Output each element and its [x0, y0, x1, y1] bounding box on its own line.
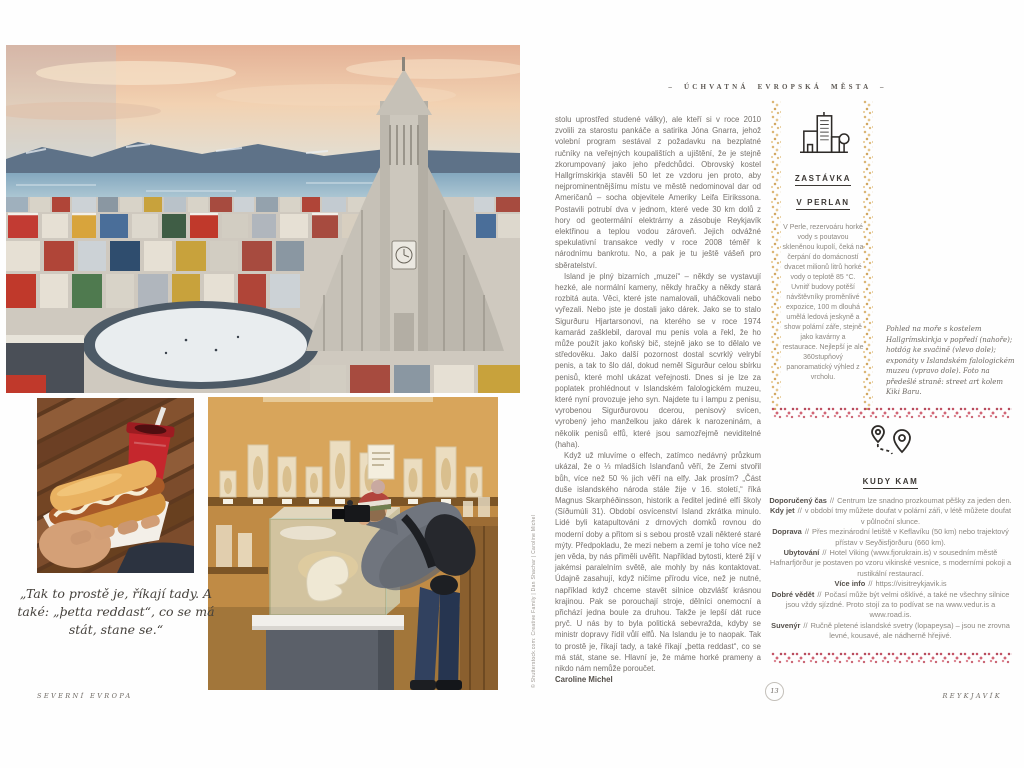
photo-hotdog — [37, 398, 194, 573]
running-header: – ÚCHVATNÁ EVROPSKÁ MĚSTA – — [668, 83, 887, 91]
footer-section-label: SEVERNÍ EVROPA — [37, 692, 133, 700]
guide-entry-souvenir — [769, 621, 1012, 642]
guide-entry-text: v období tmy můžete doufat v polární záři, v létě můžete doufat v půlnoční slunce. — [804, 506, 1012, 526]
guide-entry-separator: // — [804, 527, 809, 537]
article-body — [555, 114, 761, 685]
sidebar-body-text: V Perle, rezervoáru horké vody s poutavou skleněnou kupolí, čeká na čerpání do domácností dvacet milionů litrů horké vody o teplotě 85 °C. Uvnitř budovy potěší návštěvníky proměnlivé expozice, 100 m dlouhá umělá ledová jeskyně a show polární záře, stejně jako kavárny a restaurace. Nejlepší je ale 360stupňový panoramatický výhled z vrcholu. — [782, 224, 864, 381]
guide-entry-text: Centrum lze snadno prozkoumat pěšky za jeden den. — [837, 496, 1012, 505]
guide-entry-when-to-go — [769, 506, 1012, 527]
display-table — [252, 615, 404, 626]
guide-entry-label: Suvenýr — [771, 620, 801, 630]
photo-caption: Pohled na moře s kostelem Hallgrímskirkja v popředí (nahoře); hotdóg ke svačině (vlevo dole); exponáty v Islandském falologickém muzeu (vpravo dole). Foto na předešlé straně: street art kolem Kiki Baru. — [886, 325, 1015, 396]
guide-entry-text: Hotel Viking (www.fjorukrain.is) v sousedním městě Hafnarfjörður je postaven po vzoru vikinské vesnice, s moderními pokoji a rustikální restaurací. — [769, 548, 1012, 578]
sidebar-title-line2: V PERLAN — [796, 198, 849, 210]
guide-entry-label: Kdy jet — [769, 506, 795, 516]
article-author: Caroline Michel — [555, 675, 613, 685]
guide-entry-label: Doprava — [772, 527, 802, 537]
pull-quote: „Tak to prostě je, říkají tady. A také: „þetta reddast“, co se má stát, stane se.“ — [17, 586, 215, 638]
map-pins-icon — [769, 422, 1012, 464]
guide-entry-text: Přes mezinárodní letiště v Keflavíku (50 km) nebo trajektový přístav v Seyðisfjörðuru (660 km). — [812, 527, 1009, 547]
article-paragraph: Island je plný bizarních „muzeí“ – někdy se vystavují hezké, ale normální kameny, někdy hračky a někdy stará rozbitá auta. Věci, které jste namalovali, uháčkovali nebo vyřezali. Nebo jste je dostali jako dárek. Jako se to stalo Sigurðuru Hjartarsonovi, na kterého se v roce 1974 kamarád zašklebil, daroval mu penis vola a řekl, že ho může použít jako koňský bič, stejně jako se to dělalo ve středověku. Jako další pozornost dostal scvrklý velrybí penis, a tak to šlo dál, dokud neměl Sigurður celou sbírku penisů, které mohl ukázat veřejnosti. Dnes si je lze za poplatek prohlédnout v Islandském falologickém muzeu, které nyní provozuje jeho syn. Najdete tu i lampu z penisu, vyrobenou Sigurðurovou dcerou, penisový svícen, vyrobený jeho manželkou jako dárek k narozeninám, a několik penisů elfů, které jsou samozřejmě neviditelné (haha). — [555, 271, 761, 449]
guide-entry-label: Doporučený čas — [769, 496, 827, 505]
article-paragraph: Když už mluvíme o elfech, zatímco nedávný průzkum ukázal, že o ⅓ mladších Islanďanů věří, že Zemi stvořil bůh, více než 50 % jich věří na elfy. Jak prosím? „Část duše islandského národa stále žije v 16. století,“ říká Magnus Skarphéðinsson, historik a ředitel jediné elfí školy (Síðumúli 31). Období osvícenství Island zkrátka minulo. Lidé byli katapultováni z drnových domků rovnou do moderní doby a přitom si s sebou prostě vzali některé staré mýty. Předpokladu, že mezi nebem a zemí je toho více než jen věda, by nás přiměli uvěřit. Například bytosti, které žijí v jakémsi paralelním světě, ale mohly by nás kontaktovat. Údajně zasahují, když ničíme přírodu více, než je nutné, například když chceme stavět silnice obzvlášť krásnou krajinou. Pak se porouchají stroje, dělníci onemocní a přichází jedna boule za druhou. Takže je lepší dát ruce pryč. U nás by to byla politická sebevražda, kdyby se ministr dopravy řídil vůlí elfů. Na Islandu je to naopak. Tak to prostě je, říkají tady, a také říkají „þetta reddast“, co se má stát, stane se. Hlavní je, že máme horké prameny a nikdo nám nemůže poroučet. — [555, 451, 761, 673]
frozen-pond — [83, 301, 319, 389]
reykjavik-panorama-illustration — [6, 45, 520, 393]
guide-entry-good-to-know — [769, 590, 1012, 621]
ornament-lace-top — [771, 406, 1012, 419]
guide-title: KUDY KAM — [769, 467, 1012, 489]
guide-entry-more-info — [769, 579, 1012, 589]
guide-entry-accommodation — [769, 548, 1012, 579]
guide-kudy-kam — [769, 422, 1012, 642]
guide-entry-recommended-time — [769, 496, 1012, 506]
photo-reykjavik-panorama — [6, 45, 520, 393]
guide-entry-text: Počasí může být velmi ošklivé, a také ne všechny silnice jsou vždy sjízdné. Proto stojí za to podívat se na www.vedur.is a www.road.is. — [785, 589, 1010, 620]
guide-entry-text: https://visitreykjavik.is — [875, 579, 947, 589]
hotdog-illustration — [37, 398, 194, 573]
pedestal — [266, 630, 394, 690]
info-card — [368, 445, 394, 479]
guide-entry-separator: // — [829, 496, 834, 505]
footer-city-label: REYKJAVÍK — [942, 692, 1002, 700]
sidebar-title-line1: ZASTÁVKA — [795, 174, 851, 186]
guide-entry-label: Více info — [834, 579, 866, 589]
camera — [344, 505, 370, 522]
ornament-gold-band-right — [863, 100, 873, 410]
guide-entry-separator: // — [797, 506, 802, 516]
guide-entry-separator: // — [822, 548, 827, 558]
guide-entry-text: Ručně pletené islandské svetry (lopapeysa) – jsou ne zrovna levné, kousavé, ale nádherně hřejivé. — [810, 620, 1010, 641]
guide-entry-separator: // — [817, 589, 822, 599]
perlan-building-icon — [782, 112, 864, 158]
guide-entry-separator: // — [868, 579, 873, 589]
guide-entry-transport — [769, 527, 1012, 548]
ornament-gold-band-left — [771, 100, 781, 410]
guide-entry-label: Dobré vědět — [771, 589, 815, 599]
ornament-lace-bottom — [771, 651, 1012, 664]
photo-phallological-museum — [208, 397, 498, 690]
photo-credit: © Shutterstock.com: Creative Family | Dan Shachar | Caroline Michel — [531, 514, 537, 688]
sidebar-title — [782, 164, 864, 212]
sidebar-perlan — [782, 112, 864, 383]
guide-entry-separator: // — [803, 620, 808, 630]
guide-entry-label: Ubytování — [783, 548, 820, 558]
museum-illustration — [208, 397, 498, 690]
page-number: 13 — [765, 682, 784, 701]
article-paragraph: stolu uprostřed studené války), ale kteří si v roce 2010 zvolili za starostu pankáče a satirika Jóna Gnarra, jehož volební program sestával z požadavku na bezplatné ručníky na veřejných koupalištích a ujištění, že je stejně zkorumpovaný jako jeho předchůdci. Obrovský kostel Hallgrímskirkja stavěli 50 let ze vzdoru jen proto, aby nejprominentnějšímu místu ve městě nedominoval dar od Američanů – socha objevitele Ameriky Leifa Eirikssona. Postavili potrubí dva v jednom, které vede 30 km dolů z hory od geotermální elektrárny a zásobuje Reykjavík elektřinou a teplou vodou zároveň. Jejich odvážné spekulativní transakce vedly v roce 2008 téměř k národnímu bankrotu. No, a pak je tu ještě vášeň pro sběratelství. — [555, 115, 761, 270]
